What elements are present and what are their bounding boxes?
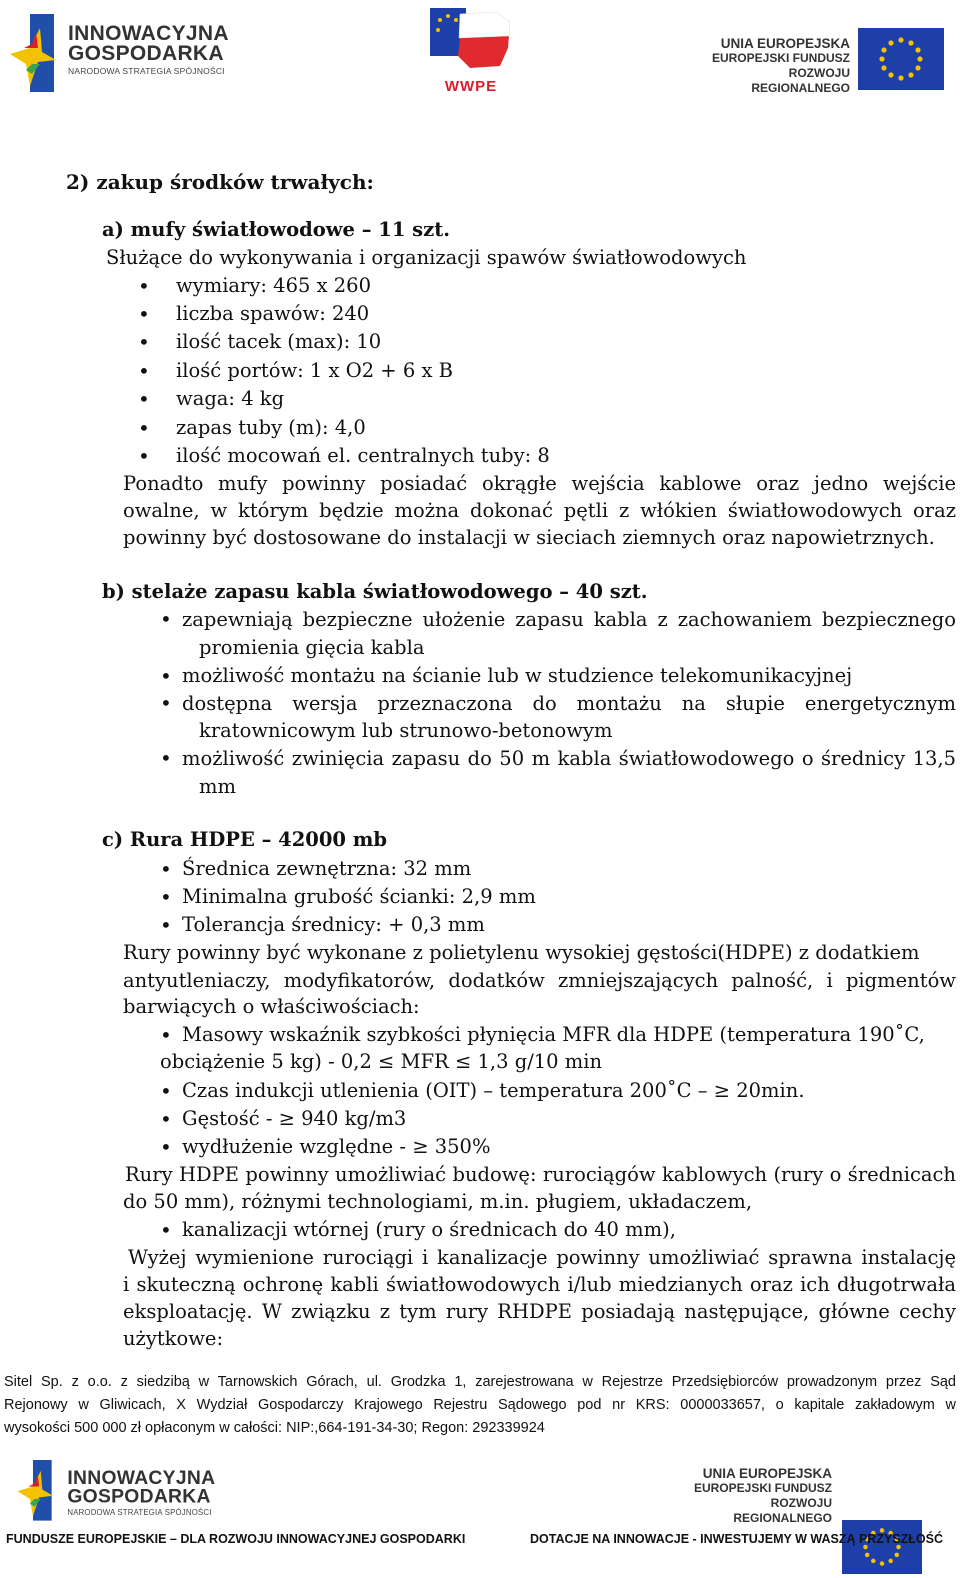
paragraph-line: użytkowe: — [123, 1327, 224, 1350]
paragraph-line: do 50 mm), różnymi technologiami, m.in. pługiem, układaczem, — [123, 1190, 753, 1213]
list-item: • Tolerancja średnicy: + 0,3 mm — [182, 911, 485, 939]
paragraph-line: Wyżej wymienione rurociągi i kanalizacje powinny umożliwiać sprawna instalację — [128, 1246, 956, 1269]
list-item-continuation: mm — [199, 775, 236, 798]
subsection-c-heading: c) Rura HDPE – 42000 mb — [102, 828, 388, 851]
list-item: • wymiary: 465 x 260 — [176, 272, 371, 300]
list-item-continuation: promienia gięcia kabla — [199, 636, 425, 659]
eu-text-block — [700, 36, 850, 96]
wwpe-text: WWPE — [444, 78, 498, 95]
eu-text-block-footer — [680, 1466, 832, 1526]
list-item-continuation: kratownicowym lub strunowo-betonowym — [199, 719, 613, 742]
eu-flag-icon — [842, 1520, 922, 1574]
list-item: • dostępna wersja przeznaczona do montażu na słupie energetycznym — [182, 690, 956, 717]
list-item: • liczba spawów: 240 — [176, 300, 369, 328]
subsection-b-heading: b) stelaże zapasu kabla światłowodowego – 40 szt. — [102, 580, 648, 603]
logo-text-strategia: NARODOWA STRATEGIA SPÓJNOŚCI — [67, 1507, 212, 1518]
star-emblem-icon — [10, 14, 58, 86]
paragraph-line: Rury HDPE powinny umożliwiać budowę: rurociągów kablowych (rury o średnicach — [125, 1163, 956, 1186]
list-item: • możliwość montażu na ścianie lub w studzience telekomunikacyjnej — [182, 662, 852, 690]
paragraph-line: eksploatację. W związku z tym rury RHDPE posiadają następujące, główne cechy — [123, 1300, 956, 1323]
wwpe-logo — [430, 8, 512, 95]
company-info-line: Sitel Sp. z o.o. z siedzibą w Tarnowskich Górach, ul. Grodzka 1, zarejestrowana w Rejestrze Przedsiębiorców prowadzonym przez Sąd — [4, 1374, 956, 1390]
list-item: • ilość mocowań el. centralnych tuby: 8 — [176, 442, 550, 470]
paragraph-line: Ponadto mufy powinny posiadać okrągłe wejścia kablowe oraz jedno wejście — [123, 472, 956, 495]
eu-line3: ROZWOJU REGIONALNEGO — [751, 66, 850, 95]
logo-text-innowacyjna: INNOWACYJNA — [67, 1467, 216, 1489]
subsection-a-intro: Służące do wykonywania i organizacji spawów światłowodowych — [106, 246, 747, 269]
paragraph-line: Rury powinny być wykonane z polietylenu wysokiej gęstości(HDPE) z dodatkiem — [123, 941, 920, 964]
eu-line2: EUROPEJSKI FUNDUSZ — [711, 51, 850, 65]
list-item: • waga: 4 kg — [176, 385, 284, 413]
list-item: • ilość portów: 1 x O2 + 6 x B — [176, 357, 453, 385]
section-title: 2) zakup środków trwałych: — [66, 170, 374, 194]
list-item: • Masowy wskaźnik szybkości płynięcia MFR dla HDPE (temperatura 190˚C, — [182, 1021, 925, 1049]
paragraph-line: powinny być dostosowane do instalacji w sieciach ziemnych oraz napowietrznych. — [123, 526, 935, 549]
subsection-a-heading: a) mufy światłowodowe – 11 szt. — [102, 218, 451, 241]
list-item-continuation: obciążenie 5 kg) - 0,2 ≤ MFR ≤ 1,3 g/10 min — [160, 1050, 603, 1073]
logo-text-innowacyjna: INNOWACYJNA — [68, 22, 229, 45]
logo-text-gospodarka: GOSPODARKA — [67, 1485, 211, 1507]
list-item: • Gęstość - ≥ 940 kg/m3 — [182, 1105, 406, 1133]
list-item: • ilość tacek (max): 10 — [176, 328, 381, 356]
eu-flag-icon — [858, 28, 944, 90]
list-item: • Średnica zewnętrzna: 32 mm — [182, 855, 471, 883]
company-info-line: wysokości 500 000 zł opłaconym w całości: NIP:,664-191-34-30; Regon: 292339924 — [4, 1420, 545, 1436]
footer-slogan-right: DOTACJE NA INNOWACJE - INWESTUJEMY W WASZĄ PRZYSZŁOŚĆ — [530, 1532, 943, 1546]
paragraph-line: owalne, w którym będzie można dokonać pętli z włókien światłowodowych oraz — [123, 499, 956, 522]
eu-line1: UNIA EUROPEJSKA — [720, 36, 850, 51]
innowacyjna-gospodarka-logo-footer — [14, 1460, 215, 1526]
paragraph-line: barwiących o właściwościach: — [123, 995, 420, 1018]
paragraph-line: antyutleniaczy, modyfikatorów, dodatków zmniejszających palność, i pigmentów — [123, 969, 956, 992]
logo-text-strategia: NARODOWA STRATEGIA SPÓJNOŚCI — [68, 66, 225, 76]
footer-slogan-left: FUNDUSZE EUROPEJSKIE – DLA ROZWOJU INNOWACYJNEJ GOSPODARKI — [6, 1532, 466, 1546]
innowacyjna-gospodarka-logo — [10, 14, 229, 86]
paragraph-line: i skuteczną ochronę kabli światłowodowych i/lub miedzianych oraz ich długotrwała — [123, 1273, 956, 1296]
eu-line3: ROZWOJU REGIONALNEGO — [733, 1496, 832, 1525]
list-item: • zapas tuby (m): 4,0 — [176, 414, 366, 442]
list-item: • Minimalna grubość ścianki: 2,9 mm — [182, 883, 536, 911]
wwpe-map-flag-icon — [430, 8, 512, 70]
list-item: • zapewniają bezpieczne ułożenie zapasu kabla z zachowaniem bezpiecznego — [182, 606, 956, 633]
logo-text-gospodarka: GOSPODARKA — [68, 42, 224, 65]
list-item: • możliwość zwinięcia zapasu do 50 m kabla światłowodowego o średnicy 13,5 — [182, 745, 956, 772]
star-emblem-icon — [14, 1460, 58, 1526]
list-item: • kanalizacji wtórnej (rury o średnicach do 40 mm), — [182, 1216, 676, 1244]
company-info-line: Rejonowy w Gliwicach, X Wydział Gospodarczy Krajowego Rejestru Sądowego pod nr KRS: 0000033657, o kapitale zakładowym w — [4, 1397, 956, 1413]
eu-line2: EUROPEJSKI FUNDUSZ — [693, 1481, 832, 1495]
list-item: • wydłużenie względne - ≥ 350% — [182, 1133, 491, 1161]
list-item: • Czas indukcji utlenienia (OIT) – temperatura 200˚C – ≥ 20min. — [182, 1077, 805, 1105]
eu-line1: UNIA EUROPEJSKA — [702, 1466, 832, 1481]
